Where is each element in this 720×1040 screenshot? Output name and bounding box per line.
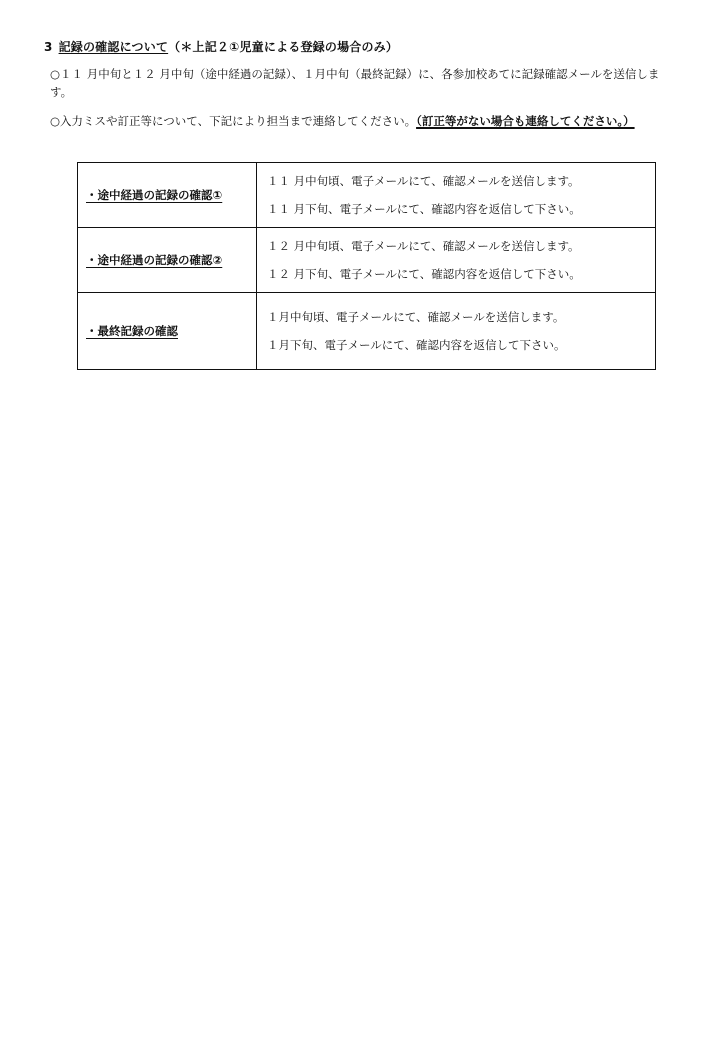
section-title-note: （＊上記２①児童による登録の場合のみ） — [168, 40, 399, 54]
row-line-reply: １１ 月下旬、電子メールにて、確認内容を返信して下さい。 — [267, 202, 581, 216]
row-label-cell — [78, 293, 257, 370]
confirmation-schedule-table — [77, 162, 656, 370]
table-row — [78, 293, 656, 370]
row-line-send: １２ 月中旬頃、電子メールにて、確認メールを送信します。 — [267, 239, 580, 253]
row-label-cell — [78, 163, 257, 228]
paragraph-schedule-overview: ○１１ 月中旬と１２ 月中旬（途中経過の記録）、１月中旬（最終記録）に、各参加校あてに記録確認メールを送信します。 — [50, 67, 660, 99]
paragraph-contact-instruction — [50, 112, 680, 130]
row-description-cell — [257, 163, 656, 228]
row-line-reply: １月下旬、電子メールにて、確認内容を返信して下さい。 — [267, 338, 566, 352]
section-title: 記録の確認について — [58, 40, 169, 54]
section-heading — [44, 38, 398, 55]
table-row — [78, 163, 656, 228]
row-label: ・途中経過の記録の確認② — [86, 253, 223, 267]
row-line-send: １月中旬頃、電子メールにて、確認メールを送信します。 — [267, 310, 565, 324]
row-label: ・最終記録の確認 — [86, 324, 178, 338]
section-number: 3 — [44, 40, 53, 54]
table-row — [78, 228, 656, 293]
row-label: ・途中経過の記録の確認① — [86, 188, 223, 202]
contact-instruction-text: ○入力ミスや訂正等について、下記により担当まで連絡してください。 — [50, 114, 417, 128]
row-line-reply: １２ 月下旬、電子メールにて、確認内容を返信して下さい。 — [267, 267, 581, 281]
contact-instruction-note: （訂正等がない場合も連絡してください。） — [416, 114, 635, 128]
row-description-cell — [257, 293, 656, 370]
row-description-cell — [257, 228, 656, 293]
row-label-cell — [78, 228, 257, 293]
row-line-send: １１ 月中旬頃、電子メールにて、確認メールを送信します。 — [267, 174, 580, 188]
